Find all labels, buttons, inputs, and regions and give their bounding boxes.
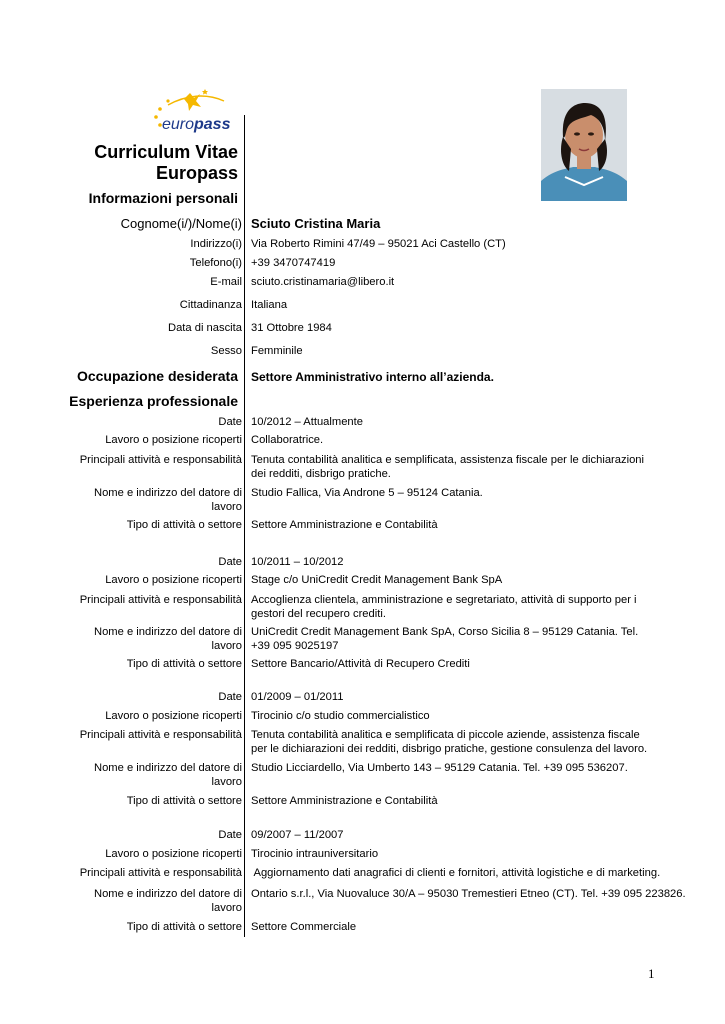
exp1-position: Collaboratrice. bbox=[251, 434, 324, 446]
value-gender: Femminile bbox=[251, 345, 303, 357]
label-position: Lavoro o posizione ricoperti bbox=[105, 434, 242, 446]
exp2-activities: Accoglienza clientela, amministrazione e segretariato, attività di supporto per i gestori del recupero crediti. bbox=[251, 594, 637, 620]
exp3-date: 01/2009 – 01/2011 bbox=[251, 691, 344, 703]
exp3-activities: Tenuta contabilità analitica e semplificata di piccole aziende, assistenza fiscale per le dichiarazioni dei redditi, disbrigo pratiche, gestione consulenza del lavoro. bbox=[251, 729, 648, 755]
exp4-activities: Aggiornamento dati anagrafici di clienti e fornitori, attività logistiche e di marketing. bbox=[251, 867, 661, 879]
value-citizenship: Italiana bbox=[251, 299, 288, 311]
section-heading-personal: Informazioni personali bbox=[88, 190, 238, 206]
exp4-sector: Settore Commerciale bbox=[251, 921, 357, 933]
value-desired-occupation: Settore Amministrativo interno all’azienda. bbox=[251, 370, 494, 384]
exp4-employer: Ontario s.r.l., Via Nuovaluce 30/A – 95030 Tremestieri Etneo (CT). Tel. +39 095 223826. bbox=[251, 888, 686, 900]
value-email[interactable]: sciuto.cristinamaria@libero.it bbox=[251, 276, 395, 288]
exp1-activities: Tenuta contabilità analitica e semplificata, assistenza fiscale per le dichiarazioni dei redditi, disbrigo pratiche. bbox=[251, 454, 645, 480]
label-position: Lavoro o posizione ricoperti bbox=[105, 710, 242, 722]
cv-title-line2: Europass bbox=[155, 163, 238, 183]
label-sector: Tipo di attività o settore bbox=[126, 519, 242, 531]
cv-title-line1: Curriculum Vitae bbox=[94, 142, 238, 162]
label-employer: Nome e indirizzo del datore di lavoro bbox=[94, 888, 242, 914]
label-employer: Nome e indirizzo del datore di lavoro bbox=[94, 626, 242, 652]
exp2-employer: UniCredit Credit Management Bank SpA, Corso Sicilia 8 – 95129 Catania. Tel. +39 095 9025197 bbox=[251, 626, 639, 652]
exp3-position: Tirocinio c/o studio commercialistico bbox=[251, 710, 430, 722]
label-sector: Tipo di attività o settore bbox=[126, 658, 242, 670]
label-employer: Nome e indirizzo del datore di lavoro bbox=[94, 487, 242, 513]
label-activities: Principali attività e responsabilità bbox=[79, 594, 242, 606]
vertical-divider bbox=[244, 115, 245, 937]
exp2-sector: Settore Bancario/Attività di Recupero Crediti bbox=[251, 658, 470, 670]
label-date: Date bbox=[218, 556, 242, 568]
label-address: Indirizzo(i) bbox=[190, 238, 242, 250]
label-date: Date bbox=[218, 691, 242, 703]
label-name: Cognome(i/)/Nome(i) bbox=[120, 216, 242, 231]
exp2-date: 10/2011 – 10/2012 bbox=[251, 556, 344, 568]
exp1-date: 10/2012 – Attualmente bbox=[251, 416, 363, 428]
value-birthdate: 31 Ottobre 1984 bbox=[251, 322, 332, 334]
logo-text-pass: pass bbox=[194, 116, 231, 133]
label-position: Lavoro o posizione ricoperti bbox=[105, 574, 242, 586]
exp1-sector: Settore Amministrazione e Contabilità bbox=[251, 519, 438, 531]
section-heading-experience: Esperienza professionale bbox=[69, 393, 238, 409]
label-sector: Tipo di attività o settore bbox=[126, 795, 242, 807]
label-employer: Nome e indirizzo del datore di lavoro bbox=[94, 762, 242, 788]
label-birthdate: Data di nascita bbox=[167, 322, 242, 334]
label-activities: Principali attività e responsabilità bbox=[79, 454, 242, 466]
logo-text-euro: euro bbox=[162, 116, 195, 133]
value-phone: +39 3470747419 bbox=[251, 257, 336, 269]
page-number: 1 bbox=[648, 966, 655, 981]
label-sector: Tipo di attività o settore bbox=[126, 921, 242, 933]
exp3-employer: Studio Licciardello, Via Umberto 143 – 95129 Catania. Tel. +39 095 536207. bbox=[251, 762, 628, 774]
label-activities: Principali attività e responsabilità bbox=[79, 729, 242, 741]
label-date: Date bbox=[218, 829, 242, 841]
exp3-sector: Settore Amministrazione e Contabilità bbox=[251, 795, 438, 807]
exp4-date: 09/2007 – 11/2007 bbox=[251, 829, 344, 841]
exp1-employer: Studio Fallica, Via Androne 5 – 95124 Catania. bbox=[251, 487, 483, 499]
europass-logo bbox=[146, 87, 242, 135]
section-heading-desired: Occupazione desiderata bbox=[76, 368, 238, 384]
label-gender: Sesso bbox=[210, 345, 242, 357]
label-citizenship: Cittadinanza bbox=[179, 299, 242, 311]
label-email: E-mail bbox=[210, 276, 242, 288]
value-address: Via Roberto Rimini 47/49 – 95021 Aci Castello (CT) bbox=[251, 238, 506, 250]
label-position: Lavoro o posizione ricoperti bbox=[105, 848, 242, 860]
label-phone: Telefono(i) bbox=[189, 257, 242, 269]
label-activities: Principali attività e responsabilità bbox=[79, 867, 242, 879]
exp2-position: Stage c/o UniCredit Credit Management Bank SpA bbox=[251, 574, 503, 586]
label-date: Date bbox=[218, 416, 242, 428]
value-name: Sciuto Cristina Maria bbox=[251, 216, 381, 231]
profile-photo bbox=[541, 89, 627, 201]
exp4-position: Tirocinio intrauniversitario bbox=[251, 848, 379, 860]
